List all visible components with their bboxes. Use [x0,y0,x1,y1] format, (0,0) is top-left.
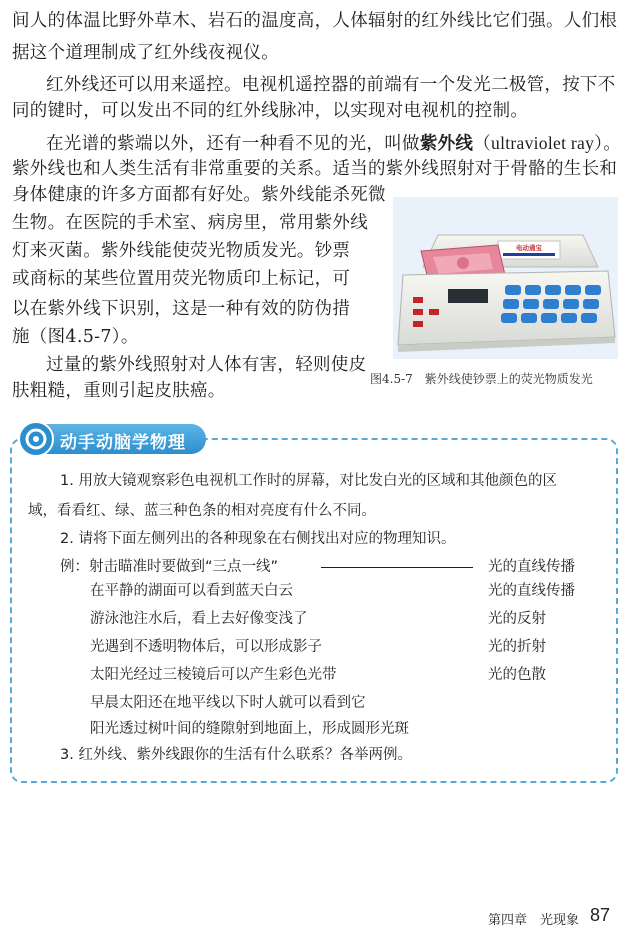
body-line: 过量的紫外线照射对人体有害，轻则使皮 [46,355,367,375]
body-line: 据这个道理制成了红外线夜视仪。 [12,43,279,63]
phenomenon-item: 太阳光经过三棱镜后可以产生彩色光带 [90,667,337,683]
knowledge-item: 光的反射 [488,611,546,627]
knowledge-item: 光的折射 [488,639,546,655]
page-number: 87 [590,905,611,925]
activity-item-2: 2. 请将下面左侧列出的各种现象在右侧找出对应的物理知识。 [60,531,456,547]
knowledge-item: 光的色散 [488,667,546,683]
keyword-ultraviolet: 紫外线 [419,134,474,154]
knowledge-item: 光的直线传播 [488,583,575,599]
body-line: 或商标的某些位置用荧光物质印上标记，可 [12,269,351,289]
chapter-footer: 第四章 光现象 [488,913,580,928]
phenomenon-item: 光遇到不透明物体后，可以形成影子 [90,639,322,655]
phenomenon-item: 游泳池注水后，看上去好像变浅了 [90,611,308,627]
device-brand-label: 电动通宝 [516,244,542,252]
phenomenon-item: 阳光透过树叶间的缝隙射到地面上，形成圆形光斑 [90,721,409,737]
activity-item-1-cont: 域，看看红、绿、蓝三种色条的相对亮度有什么不同。 [28,503,376,519]
example-phenomenon: 例：射击瞄准时要做到“三点一线” [60,559,279,575]
body-line: 以在紫外线下识别，这是一种有效的防伪措 [12,299,351,319]
body-line: 间人的体温比野外草木、岩石的温度高，人体辐射的红外线比它们强。人们根 [12,11,618,31]
activity-badge-icon [18,421,54,457]
body-line: 施（图4.5-7）。 [12,327,139,347]
activity-item-3: 3. 红外线、紫外线跟你的生活有什么联系？各举两例。 [60,747,412,763]
keyword-english: （ultraviolet ray）。 [473,133,622,153]
currency-detector-image [393,197,618,359]
body-line: 同的键时，可以发出不同的红外线脉冲，以实现对电视机的控制。 [12,101,529,121]
body-line: 生物。在医院的手术室、病房里，常用紫外线 [12,213,368,233]
figure-caption: 图4.5-7 紫外线使钞票上的荧光物质发光 [370,372,593,386]
knowledge-item: 光的直线传播 [488,559,575,575]
body-text: 在光谱的紫端以外，还有一种看不见的光，叫做 [46,134,420,154]
currency-detector-figure [393,197,618,359]
body-line: 红外线还可以用来遥控。电视机遥控器的前端有一个发光二极管，按下不 [46,75,616,95]
body-line: 紫外线也和人类生活有非常重要的关系。适当的紫外线照射对于骨骼的生长和 [12,159,618,179]
target-icon [20,423,52,455]
activity-item-1: 1. 用放大镜观察彩色电视机工作时的屏幕，对比发白光的区域和其他颜色的区 [60,473,557,489]
body-line-ultraviolet [46,130,621,157]
phenomenon-item: 在平静的湖面可以看到蓝天白云 [90,583,293,599]
phenomenon-item: 早晨太阳还在地平线以下时人就可以看到它 [90,695,366,711]
example-connector-line [321,567,473,568]
body-line: 灯来灭菌。紫外线能使荧光物质发光。钞票 [12,241,351,261]
activity-title: 动手动脑学物理 [60,433,186,453]
body-line: 肤粗糙，重则引起皮肤癌。 [12,381,226,401]
body-line: 身体健康的许多方面都有好处。紫外线能杀死微 [12,185,386,205]
